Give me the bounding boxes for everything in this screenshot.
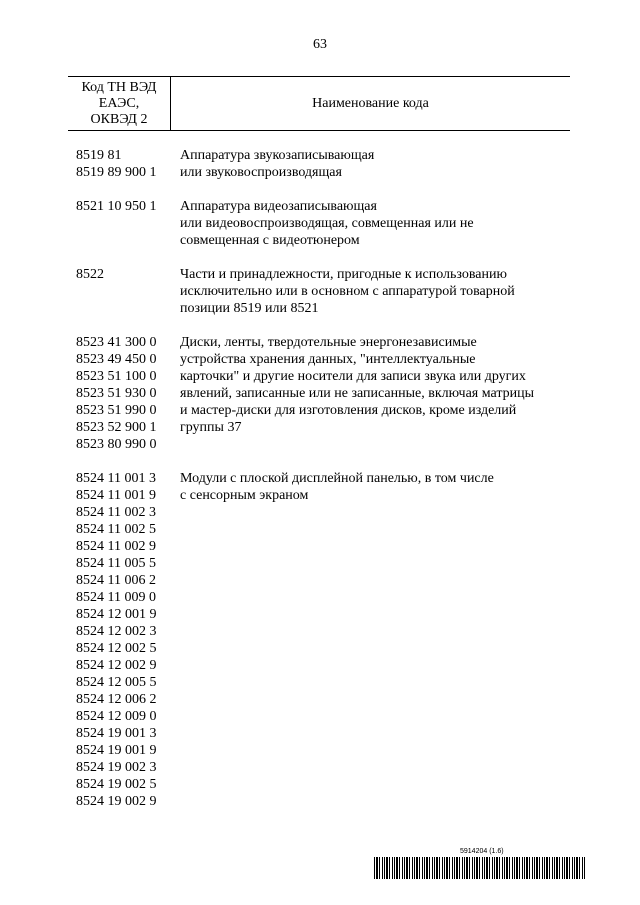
code-value: 8524 19 002 5 — [76, 777, 157, 792]
code-value: 8523 80 990 0 — [76, 437, 157, 452]
code-value: 8523 51 930 0 — [76, 386, 157, 401]
code-description — [180, 198, 570, 249]
entries-list — [76, 147, 570, 827]
code-value: 8524 19 002 3 — [76, 760, 157, 775]
code-description — [180, 470, 570, 810]
code-value: 8519 81 — [76, 148, 122, 163]
description-line: карточки" и другие носители для записи звука или других — [180, 369, 526, 384]
list-item — [76, 198, 570, 249]
header-code-line: Код ТН ВЭД — [81, 80, 157, 95]
description-line: позиции 8519 или 8521 — [180, 301, 319, 316]
description-line: или звуковоспроизводящая — [180, 165, 342, 180]
code-value: 8524 19 001 9 — [76, 743, 157, 758]
code-column — [76, 147, 180, 181]
description-line: Диски, ленты, твердотельные энергонезависимые — [180, 335, 477, 350]
code-value: 8524 11 005 5 — [76, 556, 156, 571]
code-value: 8524 11 002 9 — [76, 539, 156, 554]
code-value: 8524 19 001 3 — [76, 726, 157, 741]
code-value: 8524 11 001 9 — [76, 488, 156, 503]
code-value: 8524 19 002 9 — [76, 794, 157, 809]
page-number: 63 — [313, 37, 327, 52]
description-line: явлений, записанные или не записанные, включая матрицы — [180, 386, 535, 401]
code-value: 8523 51 990 0 — [76, 403, 157, 418]
code-value: 8523 52 900 1 — [76, 420, 157, 435]
description-line: исключительно или в основном с аппаратурой товарной — [180, 284, 515, 299]
description-line: или видеовоспроизводящая, совмещенная или не — [180, 216, 474, 231]
description-line: с сенсорным экраном — [180, 488, 309, 503]
table-header — [68, 76, 570, 131]
description-line: совмещенная с видеотюнером — [180, 233, 360, 248]
code-description — [180, 147, 570, 181]
code-description — [180, 266, 570, 317]
code-value: 8523 49 450 0 — [76, 352, 157, 367]
header-name-column: Наименование кода — [312, 96, 429, 111]
code-value: 8522 — [76, 267, 104, 282]
description-line: Аппаратура звукозаписывающая — [180, 148, 375, 163]
list-item — [76, 266, 570, 317]
code-value: 8524 12 006 2 — [76, 692, 157, 707]
description-line: и мастер-диски для изготовления дисков, кроме изделий — [180, 403, 517, 418]
description-line: устройства хранения данных, "интеллектуальные — [180, 352, 476, 367]
code-value: 8523 41 300 0 — [76, 335, 157, 350]
barcode-label: 5914204 (1.6) — [460, 848, 504, 855]
code-value: 8524 12 001 9 — [76, 607, 157, 622]
code-value: 8519 89 900 1 — [76, 165, 157, 180]
code-value: 8524 12 009 0 — [76, 709, 157, 724]
code-column — [76, 198, 180, 249]
code-value: 8521 10 950 1 — [76, 199, 157, 214]
code-value: 8523 51 100 0 — [76, 369, 157, 384]
barcode-image — [374, 857, 586, 879]
code-value: 8524 12 002 9 — [76, 658, 157, 673]
code-value: 8524 12 002 5 — [76, 641, 157, 656]
barcode-block — [374, 848, 586, 880]
code-column — [76, 470, 180, 810]
code-value: 8524 11 009 0 — [76, 590, 156, 605]
code-column — [76, 266, 180, 317]
code-value: 8524 11 002 3 — [76, 505, 156, 520]
code-column — [76, 334, 180, 453]
description-line: Аппаратура видеозаписывающая — [180, 199, 377, 214]
list-item — [76, 470, 570, 810]
code-value: 8524 11 001 3 — [76, 471, 156, 486]
description-line: группы 37 — [180, 420, 242, 435]
code-value: 8524 12 005 5 — [76, 675, 157, 690]
list-item — [76, 334, 570, 453]
header-code-line: ОКВЭД 2 — [90, 112, 148, 127]
code-value: 8524 12 002 3 — [76, 624, 157, 639]
code-value: 8524 11 002 5 — [76, 522, 156, 537]
code-description — [180, 334, 570, 453]
list-item — [76, 147, 570, 181]
header-code-column — [68, 80, 170, 128]
description-line: Модули с плоской дисплейной панелью, в том числе — [180, 471, 494, 486]
description-line: Части и принадлежности, пригодные к использованию — [180, 267, 507, 282]
code-value: 8524 11 006 2 — [76, 573, 156, 588]
header-code-line: ЕАЭС, — [98, 96, 140, 111]
